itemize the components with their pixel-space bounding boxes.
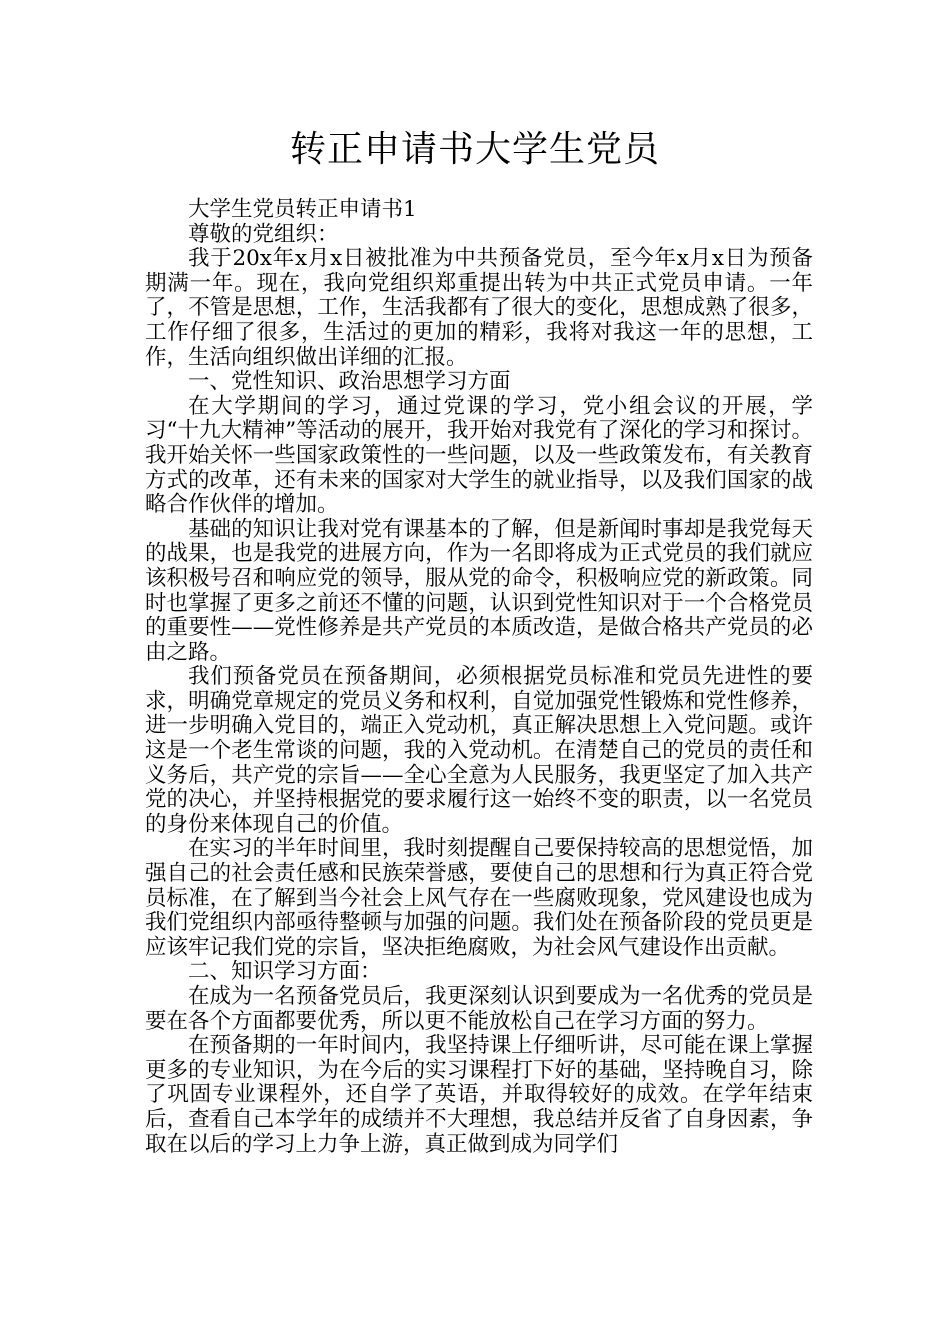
paragraph: 在大学期间的学习，通过党课的学习，党小组会议的开展，学习“十九大精神”等活动的展开，我开始对我党有了深化的学习和探讨。我开始关怀一些国家政策性的一些问题，以及一些政策发布，有关教育方式的改革，还有未来的国家对大学生的就业指导，以及我们国家的战略合作伙伴的增加。	[145, 393, 813, 518]
paragraph: 在实习的半年时间里，我时刻提醒自己要保持较高的思想觉悟，加强自己的社会责任感和民族荣誉感，要使自己的思想和行为真正符合党员标准，在了解到当今社会上风气存在一些腐败现象，党风建设也成为我们党组织内部亟待整顿与加强的问题。我们处在预备阶段的党员更是应该牢记我们党的宗旨，坚决拒绝腐败，为社会风气建设作出贡献。	[145, 836, 813, 960]
paragraph-salutation: 尊敬的党组织：	[188, 221, 339, 247]
paragraph: 在预备期的一年时间内，我坚持课上仔细听讲，尽可能在课上掌握更多的专业知识，为在今后的实习课程打下好的基础，坚持晚自习，除了巩固专业课程外，还自学了英语，并取得较好的成效。在学年结束后，查看自己本学年的成绩并不大理想，我总结并反省了自身因素，争取在以后的学习上力争上游，真正做到成为同学们	[145, 1033, 813, 1157]
section-heading: 一、党性知识、政治思想学习方面	[188, 369, 511, 395]
paragraph: 基础的知识让我对党有课基本的了解，但是新闻时事却是我党每天的战果，也是我党的进展方向，作为一名即将成为正式党员的我们就应该积极号召和响应党的领导，服从党的命令，积极响应党的新政策。同时也掌握了更多之前还不懂的问题，认识到党性知识对于一个合格党员的重要性——党性修养是共产党员的本质改造，是做合格共产党员的必由之路。	[145, 516, 813, 665]
section-heading: 二、知识学习方面：	[188, 959, 382, 985]
paragraph: 在成为一名预备党员后，我更深刻认识到要成为一名优秀的党员是要在各个方面都要优秀，所以更不能放松自己在学习方面的努力。	[145, 984, 813, 1034]
paragraph-heading: 大学生党员转正申请书1	[188, 197, 417, 222]
paragraph: 我于20x年x月x日被批准为中共预备党员，至今年x月x日为预备期满一年。现在，我向党组织郑重提出转为中共正式党员申请。一年了，不管是思想，工作，生活我都有了很大的变化，思想成熟了很多，工作仔细了很多，生活过的更加的精彩，我将对我这一年的思想，工作，生活向组织做出详细的汇报。	[145, 246, 813, 370]
paragraph: 我们预备党员在预备期间，必须根据党员标准和党员先进性的要求，明确党章规定的党员义务和权利，自觉加强党性锻炼和党性修养，进一步明确入党目的，端正入党动机，真正解决思想上入党问题。或许这是一个老生常谈的问题，我的入党动机。在清楚自己的党员的责任和义务后，共产党的宗旨——全心全意为人民服务，我更坚定了加入共产党的决心，并坚持根据党的要求履行这一始终不变的职责，以一名党员的身份来体现自己的价值。	[145, 664, 813, 837]
document-title: 转正申请书大学生党员	[289, 129, 660, 170]
document-body	[145, 198, 813, 1157]
